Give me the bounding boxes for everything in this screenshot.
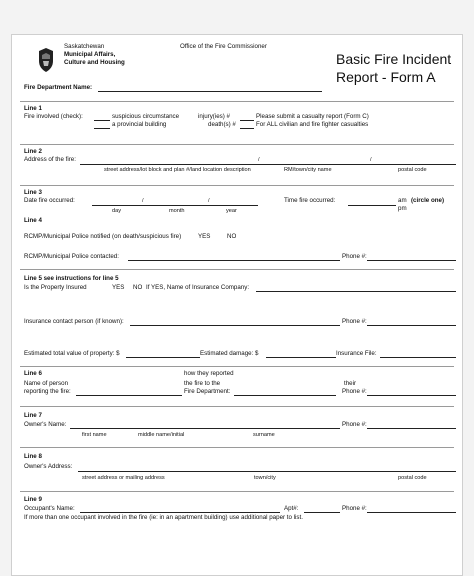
pm-option[interactable]: pm: [398, 205, 407, 212]
provincial-label: a provincial building: [112, 121, 167, 128]
town-caption: town/city: [254, 475, 276, 481]
reporter-phone-field[interactable]: [367, 395, 456, 396]
month-caption: month: [169, 208, 185, 214]
postal-caption: postal code: [398, 475, 427, 481]
insured-no-option[interactable]: NO: [133, 284, 143, 291]
org-line2: Municipal Affairs,: [64, 51, 116, 58]
postal-caption: postal code: [398, 167, 427, 173]
divider: [20, 101, 454, 102]
insurance-company-field[interactable]: [256, 291, 456, 292]
owner-address-label: Owner's Address:: [24, 463, 73, 470]
how-reported-line2: the fire to the: [184, 380, 221, 387]
fire-dept-field[interactable]: [98, 91, 322, 92]
insurance-company-label: If YES, Name of Insurance Company:: [146, 284, 250, 291]
line4-label: Line 4: [24, 217, 42, 224]
divider: [20, 491, 454, 492]
apt-field[interactable]: [304, 512, 340, 513]
line5-label: Line 5 see instructions for line 5: [24, 275, 119, 282]
occupant-name-label: Occupant's Name:: [24, 505, 75, 512]
suspicious-check[interactable]: [94, 120, 110, 121]
street-caption: street address or mailing address: [82, 475, 165, 481]
form-title-line2: Report - Form A: [336, 69, 436, 85]
separator: /: [370, 157, 372, 163]
injuries-label: injury(ies) #: [198, 113, 230, 120]
date-field[interactable]: [92, 205, 258, 206]
am-option[interactable]: am: [398, 197, 407, 204]
middle-name-caption: middle name/initial: [138, 432, 185, 438]
insurance-file-label: Insurance File:: [336, 350, 377, 357]
separator: /: [142, 198, 144, 204]
fire-involved-label: Fire involved (check):: [24, 113, 83, 120]
reporter-name-field[interactable]: [76, 395, 182, 396]
casualty-note2: For ALL civilian and fire fighter casualties: [256, 121, 369, 128]
year-caption: year: [226, 208, 237, 214]
name-of-person-label: Name of person: [24, 380, 69, 387]
surname-caption: surname: [253, 432, 275, 438]
fire-dept-label: Fire Department:: [184, 388, 231, 395]
form-title-line1: Basic Fire Incident: [336, 51, 452, 67]
rcmp-phone-label: Phone #:: [342, 253, 367, 260]
day-caption: day: [112, 208, 122, 214]
owner-address-field[interactable]: [78, 471, 456, 472]
contact-person-label: Insurance contact person (if known):: [24, 318, 124, 325]
damage-field[interactable]: [266, 357, 336, 358]
separator: /: [258, 157, 260, 163]
occupant-phone-field[interactable]: [367, 512, 456, 513]
line1-label: Line 1: [24, 105, 42, 112]
divider: [20, 185, 454, 186]
line2-label: Line 2: [24, 148, 42, 155]
contact-person-field[interactable]: [130, 325, 340, 326]
how-reported-line1: how they reported: [184, 370, 234, 377]
rcmp-contacted-field[interactable]: [128, 260, 340, 261]
insured-label: Is the Property Insured: [24, 284, 87, 291]
rm-caption: RM/town/city name: [284, 167, 332, 173]
rcmp-notified-label: RCMP/Municipal Police notified (on death/suspicious fire): [24, 233, 182, 240]
suspicious-label: suspicious circumstance: [112, 113, 180, 120]
deaths-field[interactable]: [240, 128, 254, 129]
owner-phone-label: Phone #:: [342, 421, 367, 428]
line3-label: Line 3: [24, 189, 42, 196]
insurance-phone-label: Phone #:: [342, 318, 367, 325]
occupant-phone-label: Phone #:: [342, 505, 367, 512]
divider: [20, 366, 454, 367]
owner-phone-field[interactable]: [367, 428, 456, 429]
org-line3: Culture and Housing: [64, 59, 125, 66]
date-label: Date fire occurred:: [24, 197, 75, 204]
saskatchewan-crest-icon: [35, 47, 57, 73]
separator: /: [208, 198, 210, 204]
injuries-field[interactable]: [240, 120, 254, 121]
rcmp-no-option[interactable]: NO: [227, 233, 237, 240]
form-page: [11, 34, 463, 576]
deaths-label: death(s) #: [208, 121, 236, 128]
line9-label: Line 9: [24, 496, 42, 503]
first-name-caption: first name: [82, 432, 107, 438]
casualty-note1: Please submit a casualty report (Form C): [256, 113, 369, 120]
rcmp-contacted-label: RCMP/Municipal Police contacted:: [24, 253, 119, 260]
time-field[interactable]: [348, 205, 396, 206]
circle-one-note: (circle one): [411, 197, 445, 204]
apt-label: Apt#:: [284, 505, 299, 512]
divider: [20, 144, 454, 145]
property-value-label: Estimated total value of property: $: [24, 350, 120, 357]
owner-name-field[interactable]: [70, 428, 340, 429]
insurance-phone-field[interactable]: [367, 325, 456, 326]
owner-name-label: Owner's Name:: [24, 421, 67, 428]
insured-yes-option[interactable]: YES: [112, 284, 125, 291]
org-line1: Saskatchewan: [64, 43, 105, 50]
line6-label: Line 6: [24, 370, 42, 377]
occupant-name-field[interactable]: [80, 512, 280, 513]
fire-dept-label: Fire Department Name:: [24, 84, 93, 91]
street-caption: street address/lot block and plan #/land location description: [104, 167, 251, 173]
property-value-field[interactable]: [126, 357, 200, 358]
multiple-occupants-note: If more than one occupant involved in the fire (ie: in an apartment building) use additional paper to list.: [24, 514, 303, 521]
divider: [20, 406, 454, 407]
their-label: their: [344, 380, 357, 387]
fire-address-field[interactable]: [80, 164, 456, 165]
how-reported-field[interactable]: [234, 395, 336, 396]
address-label: Address of the fire:: [24, 156, 76, 163]
line7-label: Line 7: [24, 412, 42, 419]
provincial-check[interactable]: [94, 128, 110, 129]
office-name: Office of the Fire Commissioner: [180, 43, 267, 50]
rcmp-yes-option[interactable]: YES: [198, 233, 211, 240]
reporter-phone-label: Phone #:: [342, 388, 367, 395]
time-label: Time fire occurred:: [284, 197, 336, 204]
divider: [20, 447, 454, 448]
insurance-file-field[interactable]: [380, 357, 456, 358]
rcmp-phone-field[interactable]: [367, 260, 456, 261]
divider: [20, 269, 454, 270]
line8-label: Line 8: [24, 453, 42, 460]
reporting-label: reporting the fire:: [24, 388, 71, 395]
damage-label: Estimated damage: $: [200, 350, 259, 357]
